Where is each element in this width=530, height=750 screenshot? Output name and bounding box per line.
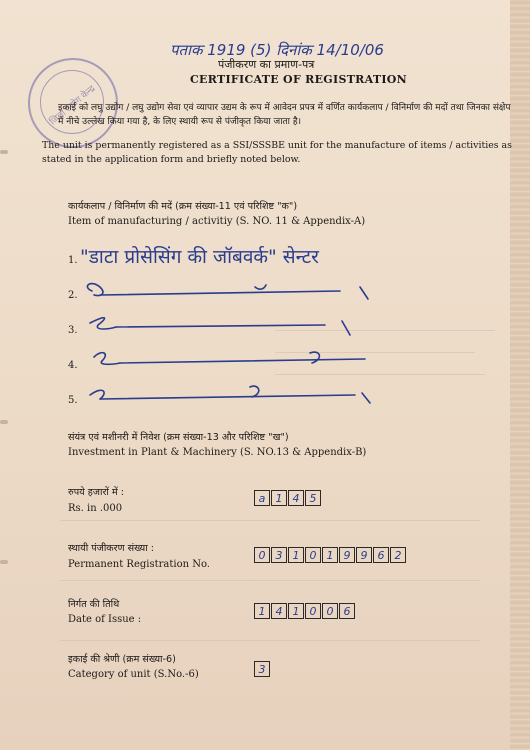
margin-mark bbox=[0, 150, 8, 154]
digit-box: 9 bbox=[356, 547, 372, 563]
digit-box: 0 bbox=[254, 547, 270, 563]
intro-english: The unit is permanently registered as a SSI/SSSBE unit for the manufacture of items / activities as stated in the application form and briefly noted below. bbox=[42, 140, 512, 165]
title-english: CERTIFICATE OF REGISTRATION bbox=[190, 73, 408, 86]
rs-label-hindi: रुपये हजारों में : bbox=[68, 487, 124, 498]
item-number: 3. bbox=[68, 325, 78, 336]
category-label-english: Category of unit (S.No.-6) bbox=[68, 669, 199, 680]
digit-box: 1 bbox=[254, 603, 270, 619]
intro-hindi: इकाई को लघु उद्योग / लघु उद्योग सेवा एवं व्यापार उद्यम के रूप में आवेदन प्रपत्र में वर्णित कार्यकलाप / विनिर्माण की मदों तथा जिनका संक्षेप में नीचे उल्लेख किया गया है, के लिए स्थायी रूप से पंजीकृत किया जाता है। bbox=[58, 103, 511, 127]
margin-mark bbox=[0, 560, 8, 564]
digit-box: 0 bbox=[305, 603, 321, 619]
digit-box: 1 bbox=[288, 547, 304, 563]
issue-date-boxes bbox=[254, 603, 356, 619]
margin-mark bbox=[0, 420, 8, 424]
digit-box: 2 bbox=[390, 547, 406, 563]
digit-box: 3 bbox=[271, 547, 287, 563]
strike-through-marks bbox=[80, 275, 380, 415]
digit-box: 9 bbox=[339, 547, 355, 563]
digit-box: 6 bbox=[373, 547, 389, 563]
digit-box: 0 bbox=[322, 603, 338, 619]
digit-box: 1 bbox=[322, 547, 338, 563]
item-value: "डाटा प्रोसेसिंग की जॉबवर्क" सेन्टर bbox=[80, 246, 319, 268]
category-box bbox=[254, 661, 271, 677]
digit-box: 6 bbox=[339, 603, 355, 619]
items-label-english: Item of manufacturing / activitiy (S. NO. 11 & Appendix-A) bbox=[68, 216, 366, 227]
item-number: 1. bbox=[68, 255, 78, 266]
category-value: 3 bbox=[254, 661, 270, 677]
digit-box: 4 bbox=[288, 490, 304, 506]
investment-label-hindi: संयंत्र एवं मशीनरी में निवेश (क्रम संख्या-13 और परिशिष्ट "ख") bbox=[68, 432, 289, 443]
digit-box: a bbox=[254, 490, 270, 506]
registration-label-hindi: स्थायी पंजीकरण संख्या : bbox=[68, 543, 155, 554]
category-label-hindi: इकाई की श्रेणी (क्रम संख्या-6) bbox=[68, 654, 176, 665]
digit-box: 0 bbox=[305, 547, 321, 563]
item-number: 2. bbox=[68, 290, 78, 301]
bleed-line bbox=[60, 640, 480, 641]
handwritten-reference: पताक 1919 (5) दिनांक 14/10/06 bbox=[170, 41, 384, 59]
item-number: 4. bbox=[68, 360, 78, 371]
digit-box: 1 bbox=[271, 490, 287, 506]
bleed-line bbox=[60, 580, 480, 581]
digit-box: 1 bbox=[288, 603, 304, 619]
registration-number-boxes bbox=[254, 547, 407, 563]
investment-label-english: Investment in Plant & Machinery (S. NO.13 & Appendix-B) bbox=[68, 447, 367, 458]
title-hindi: पंजीकरण का प्रमाण-पत्र bbox=[218, 58, 315, 71]
rs-value-boxes bbox=[254, 490, 322, 506]
digit-box: 5 bbox=[305, 490, 321, 506]
issue-date-label-hindi: निर्गत की तिथि bbox=[68, 599, 120, 610]
digit-box: 4 bbox=[271, 603, 287, 619]
items-label-hindi: कार्यकलाप / विनिर्माण की मदें (क्रम संख्या-11 एवं परिशिष्ट "क") bbox=[68, 201, 298, 212]
rs-label-english: Rs. in .000 bbox=[68, 503, 123, 514]
bleed-line bbox=[60, 520, 480, 521]
seal-text: जिला उद्योग केन्द्र bbox=[48, 83, 98, 128]
registration-label-english: Permanent Registration No. bbox=[68, 559, 210, 570]
item-number: 5. bbox=[68, 395, 78, 406]
issue-date-label-english: Date of Issue : bbox=[68, 614, 142, 625]
